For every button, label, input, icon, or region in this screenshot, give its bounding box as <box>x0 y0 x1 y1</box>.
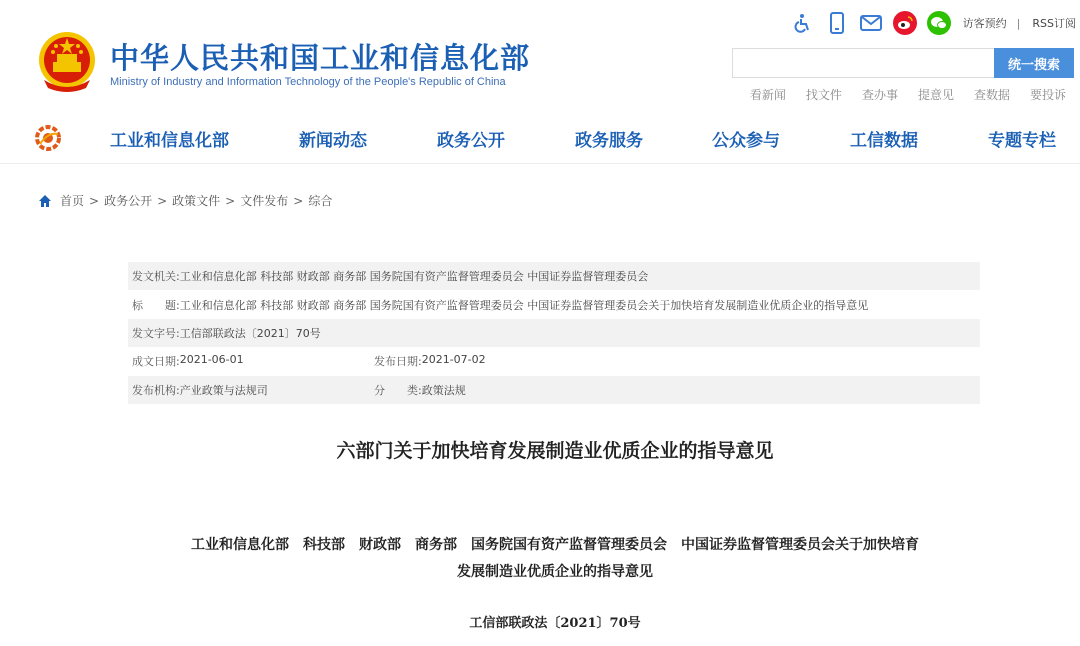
document-heading <box>130 532 980 586</box>
quick-link-news[interactable]: 看新闻 <box>749 88 786 102</box>
nav-item-services[interactable]: 政务服务 <box>575 131 643 151</box>
meta-cell-publish-date <box>374 353 486 369</box>
meta-cell-category <box>374 382 466 398</box>
search-box <box>732 48 994 78</box>
nav-item-topics[interactable]: 专题专栏 <box>988 131 1056 151</box>
nav-item-data[interactable]: 工信数据 <box>850 131 918 151</box>
meta-row-dates <box>128 347 980 375</box>
nav-item-government-affairs[interactable]: 政务公开 <box>437 131 505 151</box>
breadcrumb-general[interactable]: 综合 <box>308 194 333 208</box>
site-header <box>0 0 1080 110</box>
meta-value-title: 工业和信息化部 科技部 财政部 商务部 国务院国有资产监督管理委员会 中国证券监督管理委员会关于加快培育发展制造业优质企业的指导意见 <box>179 298 869 312</box>
national-emblem-icon[interactable] <box>36 30 98 94</box>
meta-label-issuer: 发文机关: <box>132 270 180 284</box>
quick-link-services[interactable]: 查办事 <box>861 88 898 102</box>
document-meta-table <box>128 262 980 404</box>
document-heading-line: 工业和信息化部 科技部 财政部 商务部 国务院国有资产监督管理委员会 中国证券监督管理委员会关于加快培育 <box>191 537 919 553</box>
site-title[interactable]: 中华人民共和国工业和信息化部 <box>110 41 531 75</box>
meta-row-title <box>128 290 980 318</box>
breadcrumb-policy-files[interactable]: 政策文件 <box>172 194 221 208</box>
breadcrumb-separator: > <box>225 193 236 208</box>
meta-value-written-date: 2021-06-01 <box>179 353 244 367</box>
breadcrumb-separator: > <box>157 193 168 208</box>
meta-label-title: 标 题: <box>132 298 180 312</box>
meta-label-agency: 发布机构: <box>132 383 180 397</box>
visitor-appointment-link[interactable]: 访客预约 <box>962 17 1007 30</box>
meta-label-category: 分 类: <box>374 383 422 397</box>
quick-link-complaint[interactable]: 要投诉 <box>1029 88 1066 102</box>
meta-cell-agency <box>132 382 374 398</box>
main-nav <box>0 114 1080 164</box>
search-button[interactable]: 统一搜索 <box>994 48 1074 78</box>
meta-label-doc-number: 发文字号: <box>132 326 180 340</box>
meta-value-doc-number: 工信部联政法〔2021〕70号 <box>179 326 321 340</box>
document-number: 工信部联政法〔2021〕70号 <box>469 616 641 631</box>
breadcrumb-separator: > <box>89 193 100 208</box>
meta-row-issuer <box>128 262 980 290</box>
weibo-icon[interactable] <box>893 11 917 35</box>
search-input[interactable] <box>733 49 994 77</box>
top-link-separator: | <box>1016 16 1021 30</box>
meta-row-agency <box>128 376 980 404</box>
miit-logo-icon[interactable] <box>34 124 62 152</box>
breadcrumb-home[interactable]: 首页 <box>60 194 85 208</box>
breadcrumb-separator: > <box>293 193 304 208</box>
wechat-icon[interactable] <box>927 11 951 35</box>
meta-value-category: 政策法规 <box>421 383 466 397</box>
nav-item-ministry[interactable]: 工业和信息化部 <box>110 131 229 151</box>
breadcrumb-government-affairs[interactable]: 政务公开 <box>104 194 153 208</box>
meta-value-publish-date: 2021-07-02 <box>421 353 486 367</box>
home-icon[interactable] <box>38 194 52 208</box>
meta-label-written-date: 成文日期: <box>132 355 180 369</box>
breadcrumb-file-release[interactable]: 文件发布 <box>240 194 289 208</box>
quick-link-data[interactable]: 查数据 <box>973 88 1010 102</box>
mail-icon[interactable] <box>859 11 883 35</box>
article-title: 六部门关于加快培育发展制造业优质企业的指导意见 <box>336 440 774 462</box>
meta-label-publish-date: 发布日期: <box>374 355 422 369</box>
mobile-icon[interactable] <box>825 11 849 35</box>
document-heading-line: 发展制造业优质企业的指导意见 <box>457 564 653 580</box>
accessibility-icon[interactable] <box>791 11 815 35</box>
breadcrumb <box>38 192 332 209</box>
nav-item-participation[interactable]: 公众参与 <box>712 131 780 151</box>
meta-row-doc-number <box>128 319 980 347</box>
meta-value-agency: 产业政策与法规司 <box>179 383 268 397</box>
quick-link-files[interactable]: 找文件 <box>805 88 842 102</box>
top-toolbar <box>791 10 1076 36</box>
quick-links <box>730 86 1066 103</box>
rss-link[interactable]: RSS订阅 <box>1032 17 1076 30</box>
nav-item-news[interactable]: 新闻动态 <box>299 131 367 151</box>
meta-value-issuer: 工业和信息化部 科技部 财政部 商务部 国务院国有资产监督管理委员会 中国证券监督管理委员会 <box>179 270 649 284</box>
quick-link-feedback[interactable]: 提意见 <box>917 88 954 102</box>
meta-cell-written-date <box>132 353 374 369</box>
site-subtitle: Ministry of Industry and Information Technology of the People's Republic of China <box>110 76 506 88</box>
